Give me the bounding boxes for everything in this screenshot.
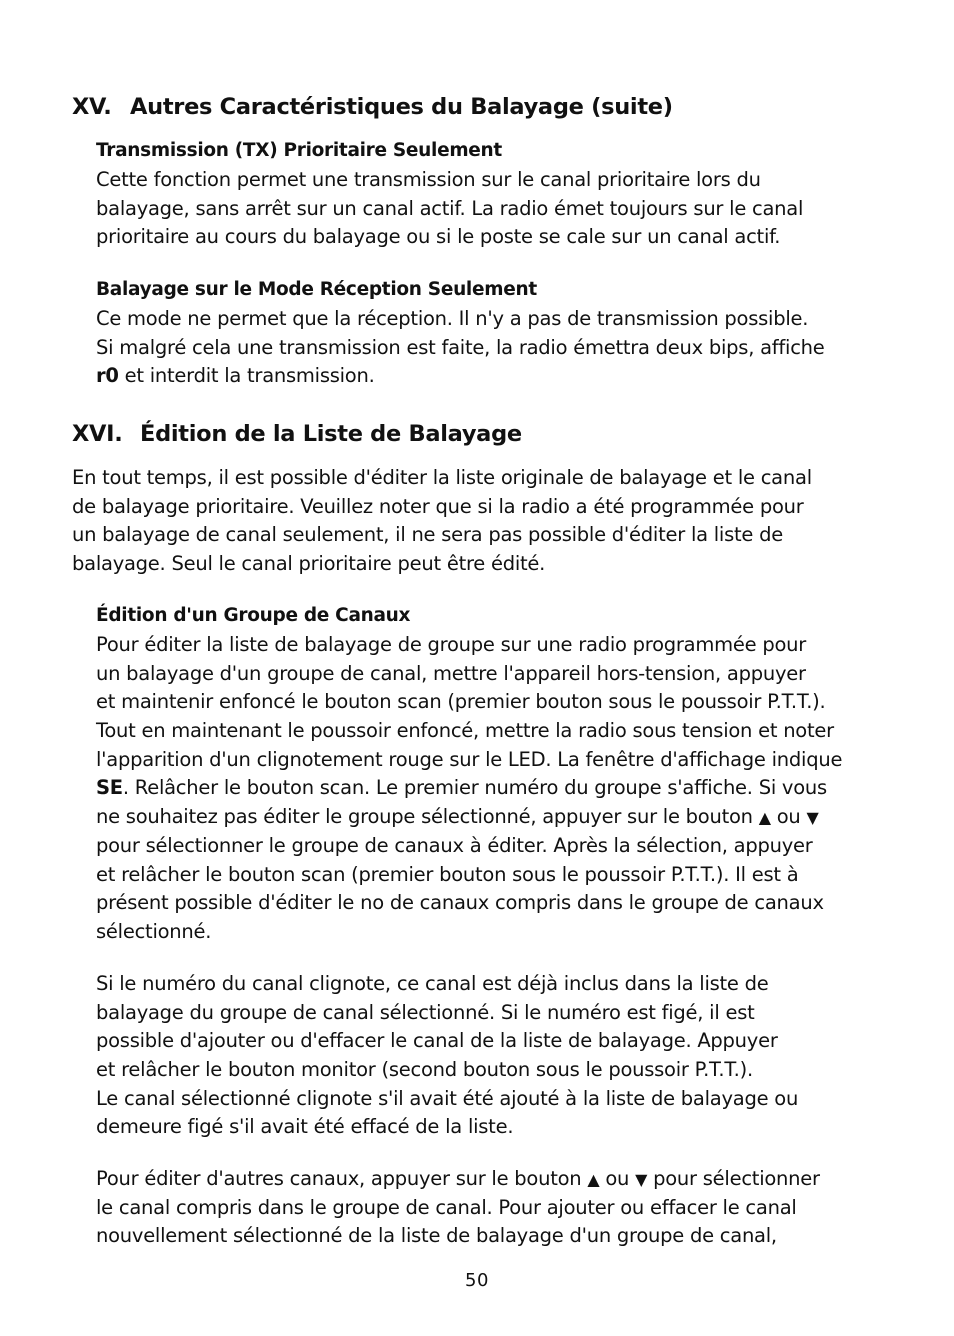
down-arrow-icon: ▼ — [635, 1170, 648, 1189]
text-line: l'apparition d'un clignotement rouge sur le LED. La fenêtre d'affichage indique — [96, 747, 843, 771]
text-line: Si le numéro du canal clignote, ce canal est déjà inclus dans la liste de — [96, 972, 769, 995]
text-line: et relâcher le bouton monitor (second bouton sous le poussoir P.T.T.). — [96, 1058, 753, 1082]
text-line: présent possible d'éditer le no de canaux compris dans le groupe de canaux — [96, 891, 824, 915]
text-line: Si malgré cela une transmission est faite, la radio émettra deux bips, affiche — [96, 335, 825, 359]
subheading-rx-only: Balayage sur le Mode Réception Seulement — [96, 279, 537, 300]
text-line — [96, 362, 825, 391]
up-arrow-icon: ▲ — [587, 1170, 600, 1189]
text-line: nouvellement sélectionné de la liste de balayage d'un groupe de canal, — [96, 1224, 777, 1248]
text-line: prioritaire au cours du balayage ou si le poste se cale sur un canal actif. — [96, 225, 781, 249]
section-title: Édition de la Liste de Balayage — [140, 421, 522, 447]
paragraph-tx-priority — [96, 166, 803, 252]
text-line — [96, 803, 842, 832]
paragraph-group-edit — [96, 631, 842, 947]
text-line: Tout en maintenant le poussoir enfoncé, mettre la radio sous tension et noter — [96, 719, 834, 743]
text-line: possible d'ajouter ou d'effacer le canal de la liste de balayage. Appuyer — [96, 1029, 778, 1053]
text-line: Le canal sélectionné clignote s'il avait été ajouté à la liste de balayage ou — [96, 1086, 799, 1110]
text-line: Pour éditer la liste de balayage de groupe sur une radio programmée pour — [96, 633, 807, 656]
subheading-tx-priority: Transmission (TX) Prioritaire Seulement — [96, 140, 502, 161]
text-line: balayage du groupe de canal sélectionné. Si le numéro est figé, il est — [96, 1000, 755, 1024]
text-line: demeure figé s'il avait été effacé de la liste. — [96, 1115, 514, 1139]
text-line — [96, 774, 842, 803]
section-number: XV. — [72, 94, 112, 120]
text-line: de balayage prioritaire. Veuillez noter que si la radio a été programmée pour — [72, 494, 804, 518]
text-line: et relâcher le bouton scan (premier bouton sous le poussoir P.T.T.). Il est à — [96, 862, 799, 886]
display-code-se: SE — [96, 776, 123, 800]
text-line: un balayage de canal seulement, il ne sera pas possible d'éditer la liste de — [72, 523, 783, 547]
text-fragment: . Relâcher le bouton scan. Le premier numéro du groupe s'affiche. Si vous — [122, 776, 827, 800]
text-line: et maintenir enfoncé le bouton scan (premier bouton sous le poussoir P.T.T.). — [96, 690, 826, 714]
text-line: pour sélectionner le groupe de canaux à éditer. Après la sélection, appuyer — [96, 833, 813, 857]
paragraph-rx-only — [96, 305, 825, 391]
text-line: un balayage d'un groupe de canal, mettre l'appareil hors-tension, appuyer — [96, 661, 806, 685]
text-fragment: ou — [770, 805, 807, 829]
down-arrow-icon: ▼ — [806, 808, 819, 828]
text-fragment: ou — [599, 1167, 636, 1190]
text-line: balayage. Seul le canal prioritaire peut être édité. — [72, 552, 546, 576]
text-line: Ce mode ne permet que la réception. Il n'y a pas de transmission possible. — [96, 307, 809, 330]
paragraph-intro — [72, 464, 812, 579]
text-fragment: pour sélectionner — [647, 1167, 820, 1190]
text-fragment: Pour éditer d'autres canaux, appuyer sur le bouton — [96, 1167, 588, 1190]
text-line: En tout temps, il est possible d'éditer la liste originale de balayage et le canal — [72, 466, 812, 489]
display-code-r0: r0 — [96, 364, 119, 388]
text-line — [96, 1165, 820, 1194]
section-number: XVI. — [72, 421, 123, 447]
section-heading-xvi — [72, 421, 522, 447]
text-line: le canal compris dans le groupe de canal. Pour ajouter ou effacer le canal — [96, 1195, 797, 1219]
up-arrow-icon: ▲ — [758, 808, 771, 828]
text-line: balayage, sans arrêt sur un canal actif. La radio émet toujours sur le canal — [96, 196, 804, 220]
text-fragment: et interdit la transmission. — [118, 364, 375, 388]
section-title: Autres Caractéristiques du Balayage (suite) — [130, 94, 673, 120]
section-heading-xv — [72, 94, 673, 120]
text-line: sélectionné. — [96, 919, 212, 943]
paragraph-other-channels — [96, 1165, 820, 1251]
paragraph-channel-blink — [96, 970, 798, 1142]
subheading-group-edit: Édition d'un Groupe de Canaux — [96, 605, 411, 626]
text-fragment: ne souhaitez pas éditer le groupe sélectionné, appuyer sur le bouton — [96, 805, 759, 829]
page-number: 50 — [465, 1270, 489, 1291]
text-line: Cette fonction permet une transmission sur le canal prioritaire lors du — [96, 168, 761, 191]
